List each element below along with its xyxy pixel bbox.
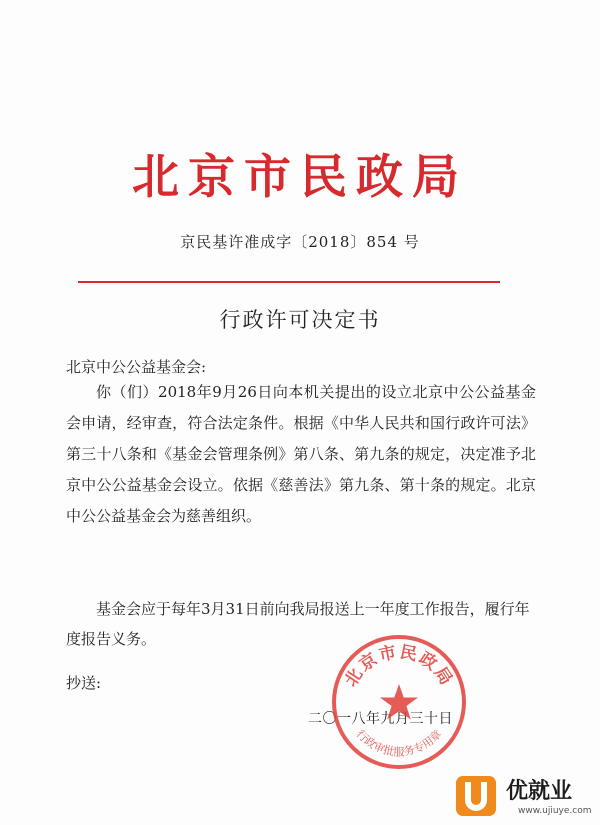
cc-label: 抄送: [66, 674, 102, 692]
official-seal [329, 632, 469, 772]
svg-text:行政审批服务专用章 [354, 727, 445, 759]
seal-star-icon [380, 684, 418, 720]
brand-url: www.ujiuye.com [518, 806, 592, 816]
brand-name: 优就业 [506, 779, 573, 804]
u-logo-icon [456, 776, 496, 816]
decision-paragraph: 你（们）2018年9月26日向本机关提出的设立北京中公公益基金会申请，经审查，符合法定条件。根据《中华人民共和国行政许可法》第三十八条和《基金会管理条例》第八条、第九条的规定，决定准予北京中公公益基金会设立。依据《慈善法》第九条、第十条的规定。北京中公公益基金会为慈善组织。 [66, 383, 536, 525]
seal-top-text: 北京市民政局 [341, 642, 457, 691]
document-date: 二〇一八年九月三十日 [308, 711, 453, 727]
red-header-rule [78, 281, 500, 283]
issuing-authority-title: 北京市民政局 [132, 150, 468, 205]
annual-report-paragraph: 基金会应于每年3月31日前向我局报送上一年度工作报告，履行年度报告义务。 [66, 600, 530, 648]
document-number: 京民基许准成字〔2018〕854 号 [180, 233, 420, 251]
decision-document-title: 行政许可决定书 [219, 308, 381, 332]
seal-bottom-text: 行政审批服务专用章 [353, 727, 445, 759]
brand-watermark [456, 776, 596, 820]
addressee: 北京中公公益基金会: [66, 358, 207, 376]
